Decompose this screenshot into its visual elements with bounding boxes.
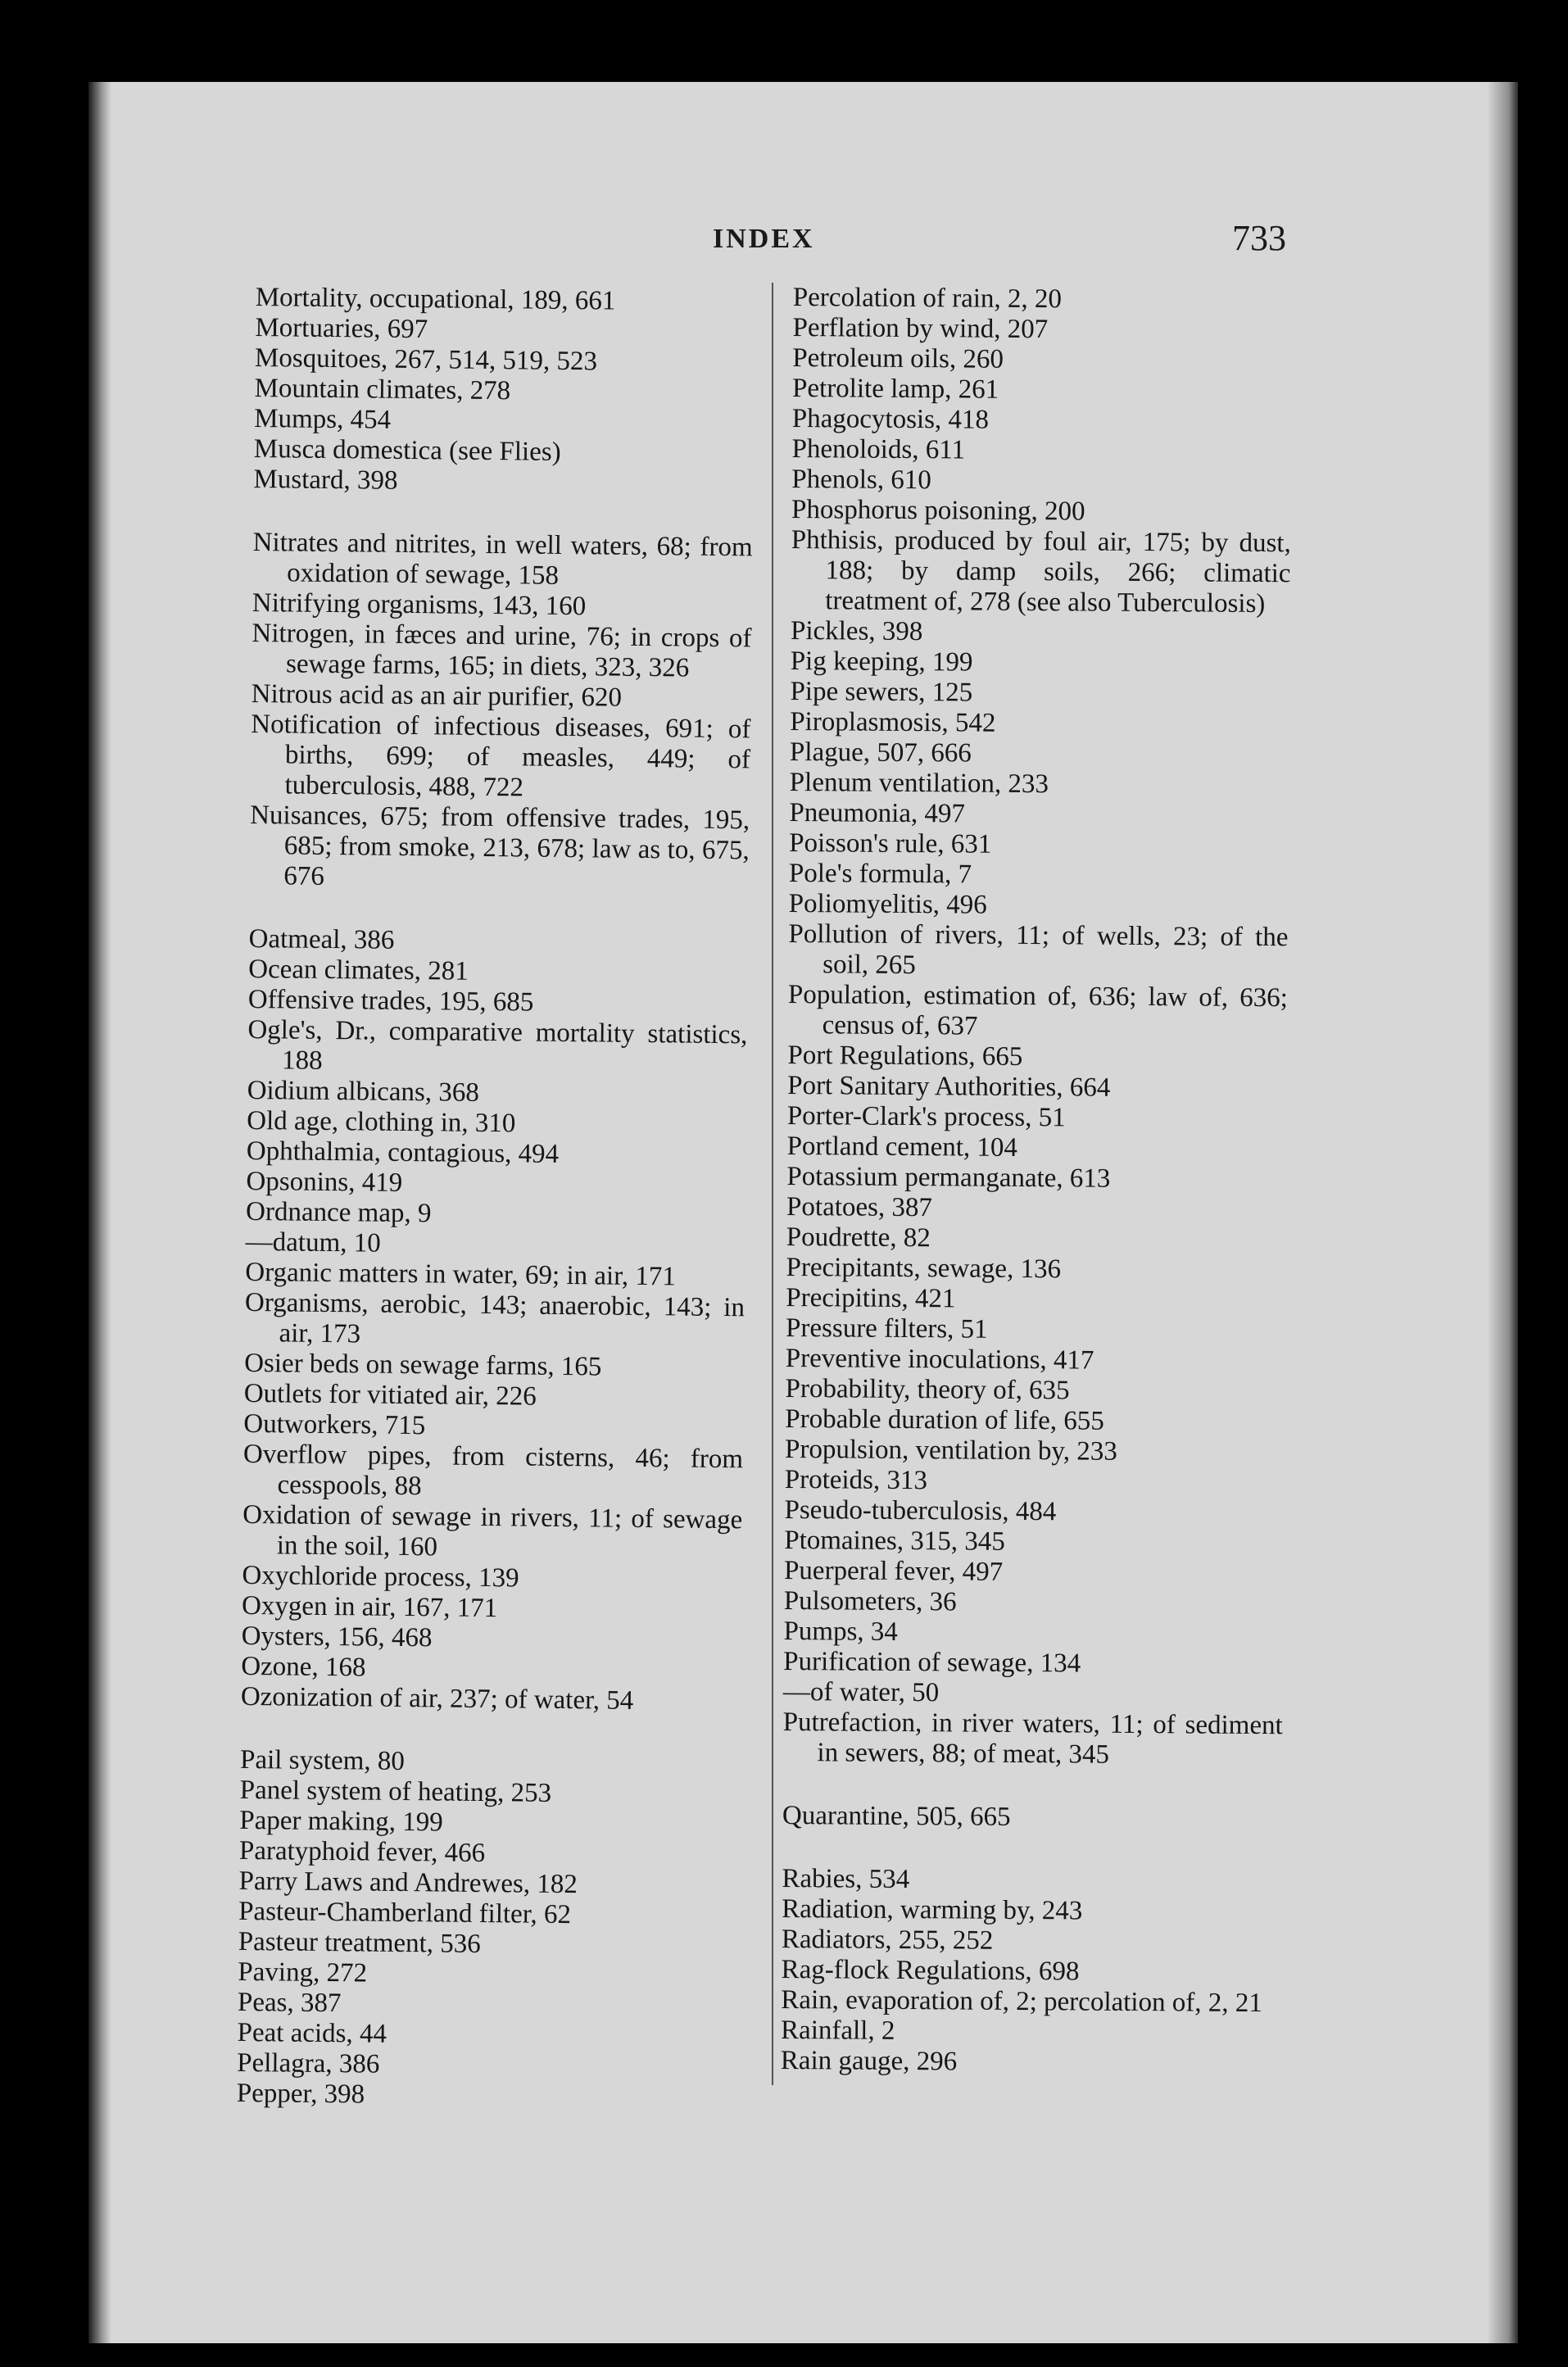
index-entry: Probable duration of life, 655 xyxy=(785,1403,1104,1436)
index-entry: Rabies, 534 xyxy=(782,1863,910,1895)
index-entry: Nitrates and nitrites, in well waters, 68; from oxidation of sewage, 158 xyxy=(252,527,753,591)
index-entry: Old age, clothing in, 310 xyxy=(247,1105,516,1139)
index-entry: Port Regulations, 665 xyxy=(787,1040,1023,1072)
index-entry: Phthisis, produced by foul air, 175; by dust, 188; by damp soils, 266; climatic treatment of, 278 (see also Tuberculosis) xyxy=(791,524,1291,619)
index-entry: Panel system of heating, 253 xyxy=(239,1775,552,1808)
index-entry: Phenoloids, 611 xyxy=(791,433,966,465)
index-entry: Pipe sewers, 125 xyxy=(790,676,973,708)
index-entry: Port Sanitary Authorities, 664 xyxy=(787,1070,1111,1103)
page-header xyxy=(254,217,1286,266)
index-entry: Pneumonia, 497 xyxy=(789,797,966,829)
index-column-right xyxy=(780,283,1293,2113)
index-entry: Poliomyelitis, 496 xyxy=(788,888,987,920)
index-entry: Ocean climates, 281 xyxy=(248,954,469,986)
index-entry: Ozone, 168 xyxy=(241,1651,366,1683)
index-entry: Plague, 507, 666 xyxy=(789,737,972,769)
section-gap xyxy=(249,891,749,929)
index-entry: Organic matters in water, 69; in air, 171 xyxy=(245,1257,677,1292)
index-entry: Piroplasmosis, 542 xyxy=(790,706,996,738)
index-entry: Petrolite lamp, 261 xyxy=(791,373,999,405)
index-entry: Radiation, warming by, 243 xyxy=(782,1893,1083,1926)
index-entry: Precipitins, 421 xyxy=(786,1282,956,1314)
index-entry: Precipitants, sewage, 136 xyxy=(786,1252,1062,1285)
index-entry: Mustard, 398 xyxy=(253,464,398,496)
index-entry: Mountain climates, 278 xyxy=(254,373,511,406)
page-gutter-shadow xyxy=(88,82,111,2343)
section-gap xyxy=(782,1768,1282,1804)
index-entry: Organisms, aerobic, 143; anaerobic, 143; in air, 173 xyxy=(244,1287,745,1349)
index-entry: Oxychloride process, 139 xyxy=(242,1560,519,1594)
index-entry: Probability, theory of, 635 xyxy=(785,1373,1070,1406)
index-entry: —datum, 10 xyxy=(245,1227,381,1258)
index-entry: Rainfall, 2 xyxy=(780,2015,895,2046)
index-entry: Paper making, 199 xyxy=(239,1805,443,1838)
index-entry: Putrefaction, in river waters, 11; of sediment in sewers, 88; of meat, 345 xyxy=(782,1707,1283,1770)
index-entry: Radiators, 255, 252 xyxy=(781,1924,994,1956)
index-entry: Ptomaines, 315, 345 xyxy=(784,1525,1005,1557)
index-entry: Peas, 387 xyxy=(237,1987,342,2019)
index-entry: Outworkers, 715 xyxy=(243,1408,426,1441)
index-entry: Oxidation of sewage in rivers, 11; of sewage in the soil, 160 xyxy=(242,1499,743,1562)
index-entry: Mortality, occupational, 189, 661 xyxy=(255,283,616,316)
index-entry: Paving, 272 xyxy=(238,1957,368,1988)
index-entry: Paratyphoid fever, 466 xyxy=(238,1835,486,1869)
index-entry: Opsonins, 419 xyxy=(246,1166,403,1198)
index-entry: Proteids, 313 xyxy=(784,1464,928,1496)
index-entry: Population, estimation of, 636; law of, 636; census of, 637 xyxy=(787,979,1289,1041)
index-entry: Pollution of rivers, 11; of wells, 23; of the soil, 265 xyxy=(788,918,1289,981)
index-entry: Pasteur-Chamberland filter, 62 xyxy=(238,1896,572,1930)
index-entry: Portland cement, 104 xyxy=(786,1131,1018,1163)
index-entry: Percolation of rain, 2, 20 xyxy=(792,283,1063,315)
index-entry: Phosphorus poisoning, 200 xyxy=(791,494,1085,527)
index-entry: Pig keeping, 199 xyxy=(790,646,973,678)
index-entry: Nitrifying organisms, 143, 160 xyxy=(252,587,587,622)
index-entry: Poisson's rule, 631 xyxy=(789,828,992,859)
page-number: 733 xyxy=(1232,218,1286,258)
index-column-left xyxy=(237,283,755,2115)
index-entry: Nitrous acid as an air purifier, 620 xyxy=(251,678,623,713)
index-entry: Mortuaries, 697 xyxy=(255,312,428,345)
index-entry: Plenum ventilation, 233 xyxy=(789,767,1049,800)
index-entry: Petroleum oils, 260 xyxy=(792,342,1004,374)
index-entry: Pseudo-tuberculosis, 484 xyxy=(784,1494,1057,1527)
index-entry: Poudrette, 82 xyxy=(786,1222,931,1254)
index-entry: Phenols, 610 xyxy=(791,464,931,496)
index-entry: Porter-Clark's process, 51 xyxy=(786,1100,1066,1133)
index-entry: Pressure filters, 51 xyxy=(785,1313,988,1344)
index-entry: Ozonization of air, 237; of water, 54 xyxy=(240,1681,634,1716)
index-entry: Mumps, 454 xyxy=(254,403,392,435)
index-entry: Perflation by wind, 207 xyxy=(792,312,1049,345)
index-entry: Ophthalmia, contagious, 494 xyxy=(246,1136,560,1169)
index-entry: —of water, 50 xyxy=(782,1676,940,1708)
index-entry: Peat acids, 44 xyxy=(237,2017,387,2049)
index-entry: Purification of sewage, 134 xyxy=(783,1646,1081,1679)
running-title: INDEX xyxy=(713,224,815,254)
index-entry: Propulsion, ventilation by, 233 xyxy=(784,1434,1117,1467)
index-entry: Oysters, 156, 468 xyxy=(241,1621,433,1653)
index-entry: Pulsometers, 36 xyxy=(783,1585,957,1617)
index-entry: Pickles, 398 xyxy=(790,615,923,647)
index-entry: Notification of infectious diseases, 691; of births, 699; of measles, 449; of tuberculosis, 488, 722 xyxy=(251,709,751,803)
section-gap xyxy=(782,1831,1282,1867)
index-entry: Parry Laws and Andrewes, 182 xyxy=(238,1866,578,1900)
index-entry: Oidium albicans, 368 xyxy=(247,1075,480,1108)
index-entry: Rain gauge, 296 xyxy=(780,2045,958,2077)
index-entry: Phagocytosis, 418 xyxy=(791,403,990,435)
section-gap xyxy=(253,495,753,533)
index-entry: Potassium permanganate, 613 xyxy=(786,1161,1111,1194)
index-entry: Oatmeal, 386 xyxy=(248,923,395,955)
index-entry: Quarantine, 505, 665 xyxy=(782,1800,1011,1832)
index-entry: Oxygen in air, 167, 171 xyxy=(241,1590,498,1624)
index-entry: Pellagra, 386 xyxy=(237,2047,380,2079)
index-entry: Preventive inoculations, 417 xyxy=(785,1343,1094,1376)
index-entry: Pumps, 34 xyxy=(783,1616,899,1647)
index-entry: Pepper, 398 xyxy=(236,2078,365,2110)
section-gap xyxy=(240,1712,740,1750)
index-entry: Mosquitoes, 267, 514, 519, 523 xyxy=(254,342,598,377)
index-entry: Ordnance map, 9 xyxy=(245,1196,432,1229)
index-entry: Potatoes, 387 xyxy=(786,1191,933,1223)
index-entry: Pole's formula, 7 xyxy=(788,858,972,890)
index-entry: Nuisances, 675; from offensive trades, 195, 685; from smoke, 213, 678; law as to, 675, 676 xyxy=(250,800,750,891)
column-divider xyxy=(772,283,773,2085)
index-entry: Pasteur treatment, 536 xyxy=(238,1926,481,1959)
index-entry: Puerperal fever, 497 xyxy=(783,1555,1004,1587)
index-entry: Outlets for vitiated air, 226 xyxy=(243,1378,537,1412)
index-entry: Musca domestica (see Flies) xyxy=(253,433,561,467)
index-entry: Ogle's, Dr., comparative mortality statistics, 188 xyxy=(247,1014,748,1076)
page-edge-shadow xyxy=(1487,82,1518,2343)
index-entry: Rain, evaporation of, 2; percolation of, 2, 21 xyxy=(781,1984,1262,2019)
index-entry: Overflow pipes, from cisterns, 46; from cesspools, 88 xyxy=(242,1439,744,1502)
index-entry: Pail system, 80 xyxy=(239,1744,406,1777)
index-entry: Rag-flock Regulations, 698 xyxy=(781,1954,1080,1987)
index-entry: Osier beds on sewage farms, 165 xyxy=(243,1348,602,1382)
index-entry: Offensive trades, 195, 685 xyxy=(247,984,534,1018)
index-entry: Nitrogen, in fæces and urine, 76; in crops of sewage farms, 165; in diets, 323, 326 xyxy=(252,618,752,683)
